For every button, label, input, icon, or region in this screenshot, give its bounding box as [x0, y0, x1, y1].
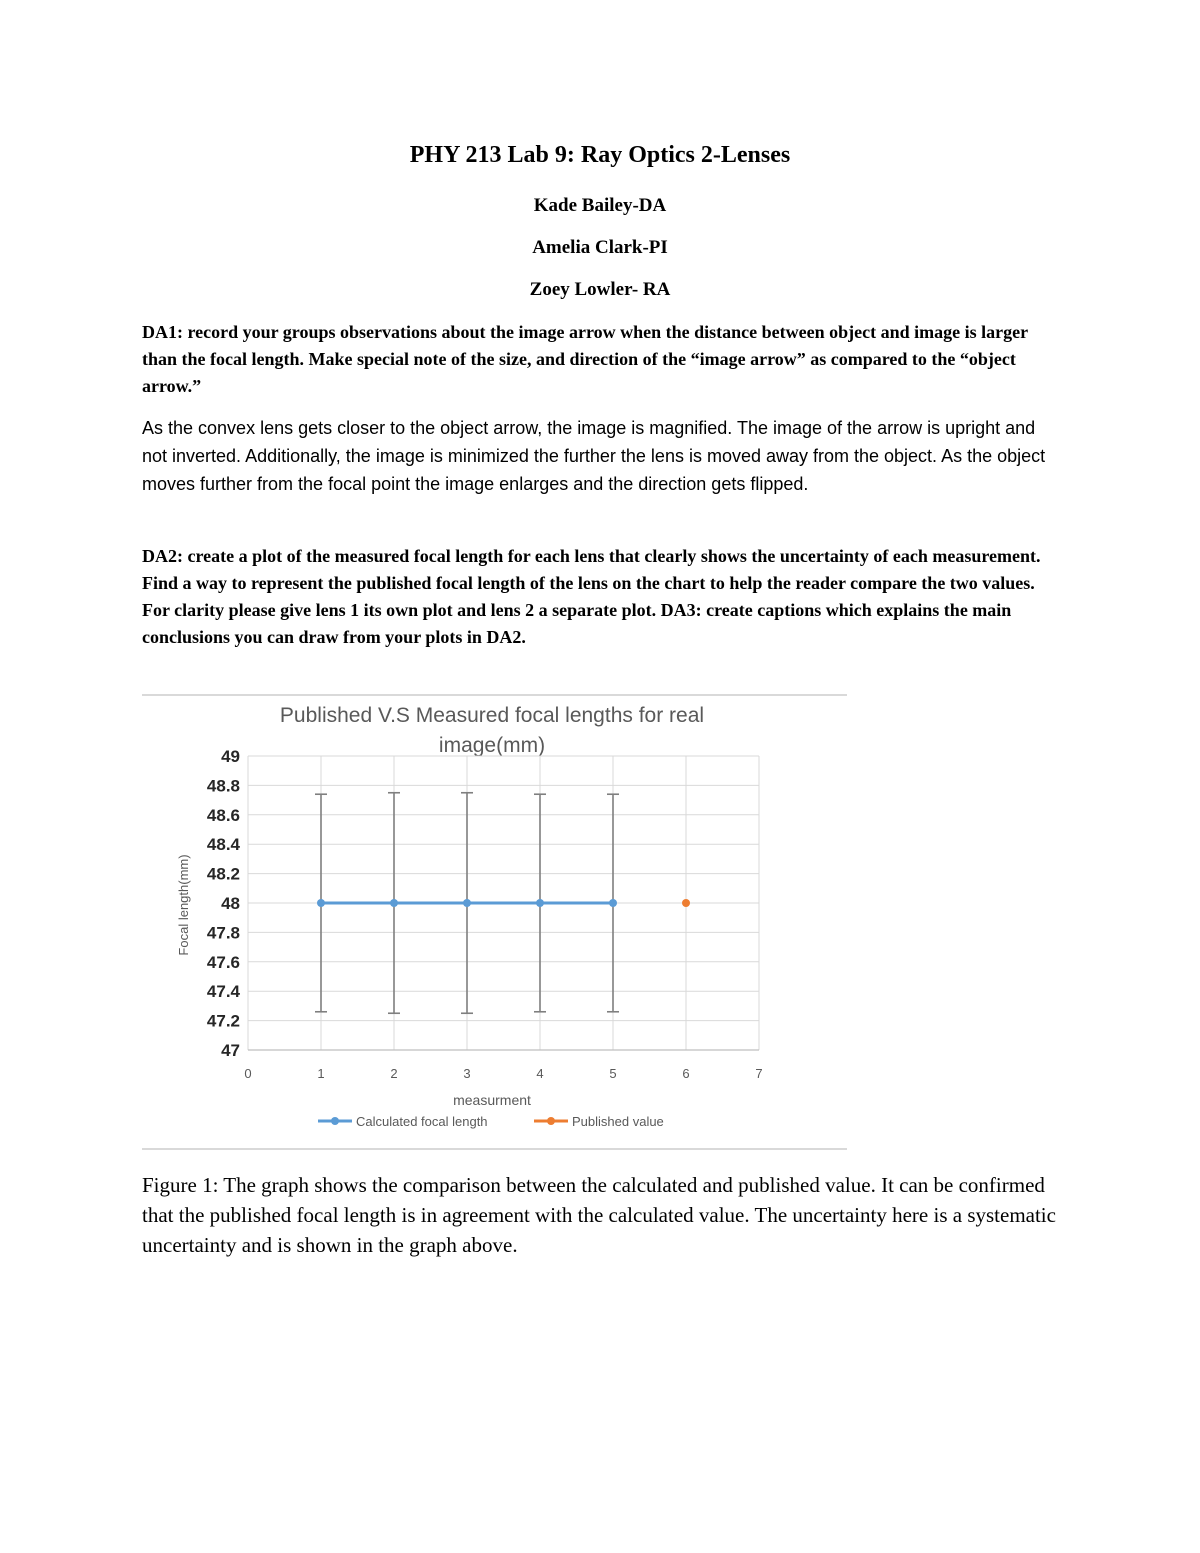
- y-tick-label: 48.2: [206, 864, 240, 884]
- x-tick-label: 7: [755, 1066, 763, 1081]
- y-axis-title: Focal length(mm): [176, 854, 191, 956]
- data-point-2: [682, 899, 690, 907]
- da1-answer: As the convex lens gets closer to the object arrow, the image is magnified. The image of the arrow is upright and not inverted. Additionally, the image is minimized the further the lens is moved away from the object. As the object moves further from the focal point the image enlarges and the direction gets flipped.: [142, 418, 1046, 494]
- y-tick-label: 48.6: [206, 805, 240, 825]
- y-tick-label: 47.6: [206, 952, 240, 972]
- chart-title-line-1: Published V.S Measured focal lengths for real: [279, 704, 705, 727]
- figure-caption: Figure 1: The graph shows the comparison between the calculated and published value. It can be confirmed that the published focal length is in agreement with the calculated value. The uncertainty here is a systematic uncertainty and is shown in the graph above.: [142, 1173, 1056, 1257]
- y-tick-label: 47.2: [206, 1011, 240, 1031]
- focal-length-chart: [142, 693, 847, 1151]
- y-tick-label: 47: [221, 1041, 240, 1060]
- x-tick-label: 1: [317, 1066, 325, 1081]
- legend-label-1: Calculated focal length: [356, 1114, 488, 1129]
- data-point-1: [390, 899, 398, 907]
- y-tick-label: 48: [221, 894, 240, 913]
- da2-question: DA2: create a plot of the measured focal length for each lens that clearly shows the uncertainty of each measurement. Find a way to represent the published focal length of the lens on the chart to help the reader compare the two values. For clarity please give lens 1 its own plot and lens 2 a separate plot. DA3: create captions which explains the main conclusions you can draw from your plots in DA2.: [142, 546, 1041, 647]
- x-tick-label: 0: [244, 1066, 252, 1081]
- data-point-1: [317, 899, 325, 907]
- data-point-1: [536, 899, 544, 907]
- author-3: Zoey Lowler- RA: [529, 279, 671, 300]
- y-tick-label: 47.4: [206, 982, 240, 1002]
- x-tick-label: 6: [682, 1066, 690, 1081]
- da1-question: DA1: record your groups observations about the image arrow when the distance between object and image is larger than the focal length. Make special note of the size, and direction of the “image arrow” as compared to the “object arrow.”: [142, 322, 1028, 396]
- author-2: Amelia Clark-PI: [532, 237, 668, 258]
- data-point-1: [463, 899, 471, 907]
- legend-marker-2: [547, 1117, 555, 1125]
- legend-label-2: Published value: [572, 1114, 664, 1129]
- x-tick-label: 4: [536, 1066, 544, 1081]
- y-tick-label: 47.8: [206, 923, 240, 943]
- y-tick-label: 48.8: [206, 776, 240, 796]
- chart-svg: [142, 693, 847, 1151]
- y-tick-label: 48.4: [206, 835, 240, 855]
- author-1: Kade Bailey-DA: [533, 195, 667, 216]
- y-tick-label: 49: [221, 747, 240, 766]
- data-point-1: [609, 899, 617, 907]
- page-title: PHY 213 Lab 9: Ray Optics 2-Lenses: [409, 142, 791, 168]
- chart-title-line-2: image(mm): [438, 734, 546, 757]
- x-tick-label: 3: [463, 1066, 471, 1081]
- legend-marker-1: [331, 1117, 339, 1125]
- x-tick-label: 2: [390, 1066, 398, 1081]
- x-axis-title: measurment: [453, 1092, 531, 1108]
- x-tick-label: 5: [609, 1066, 617, 1081]
